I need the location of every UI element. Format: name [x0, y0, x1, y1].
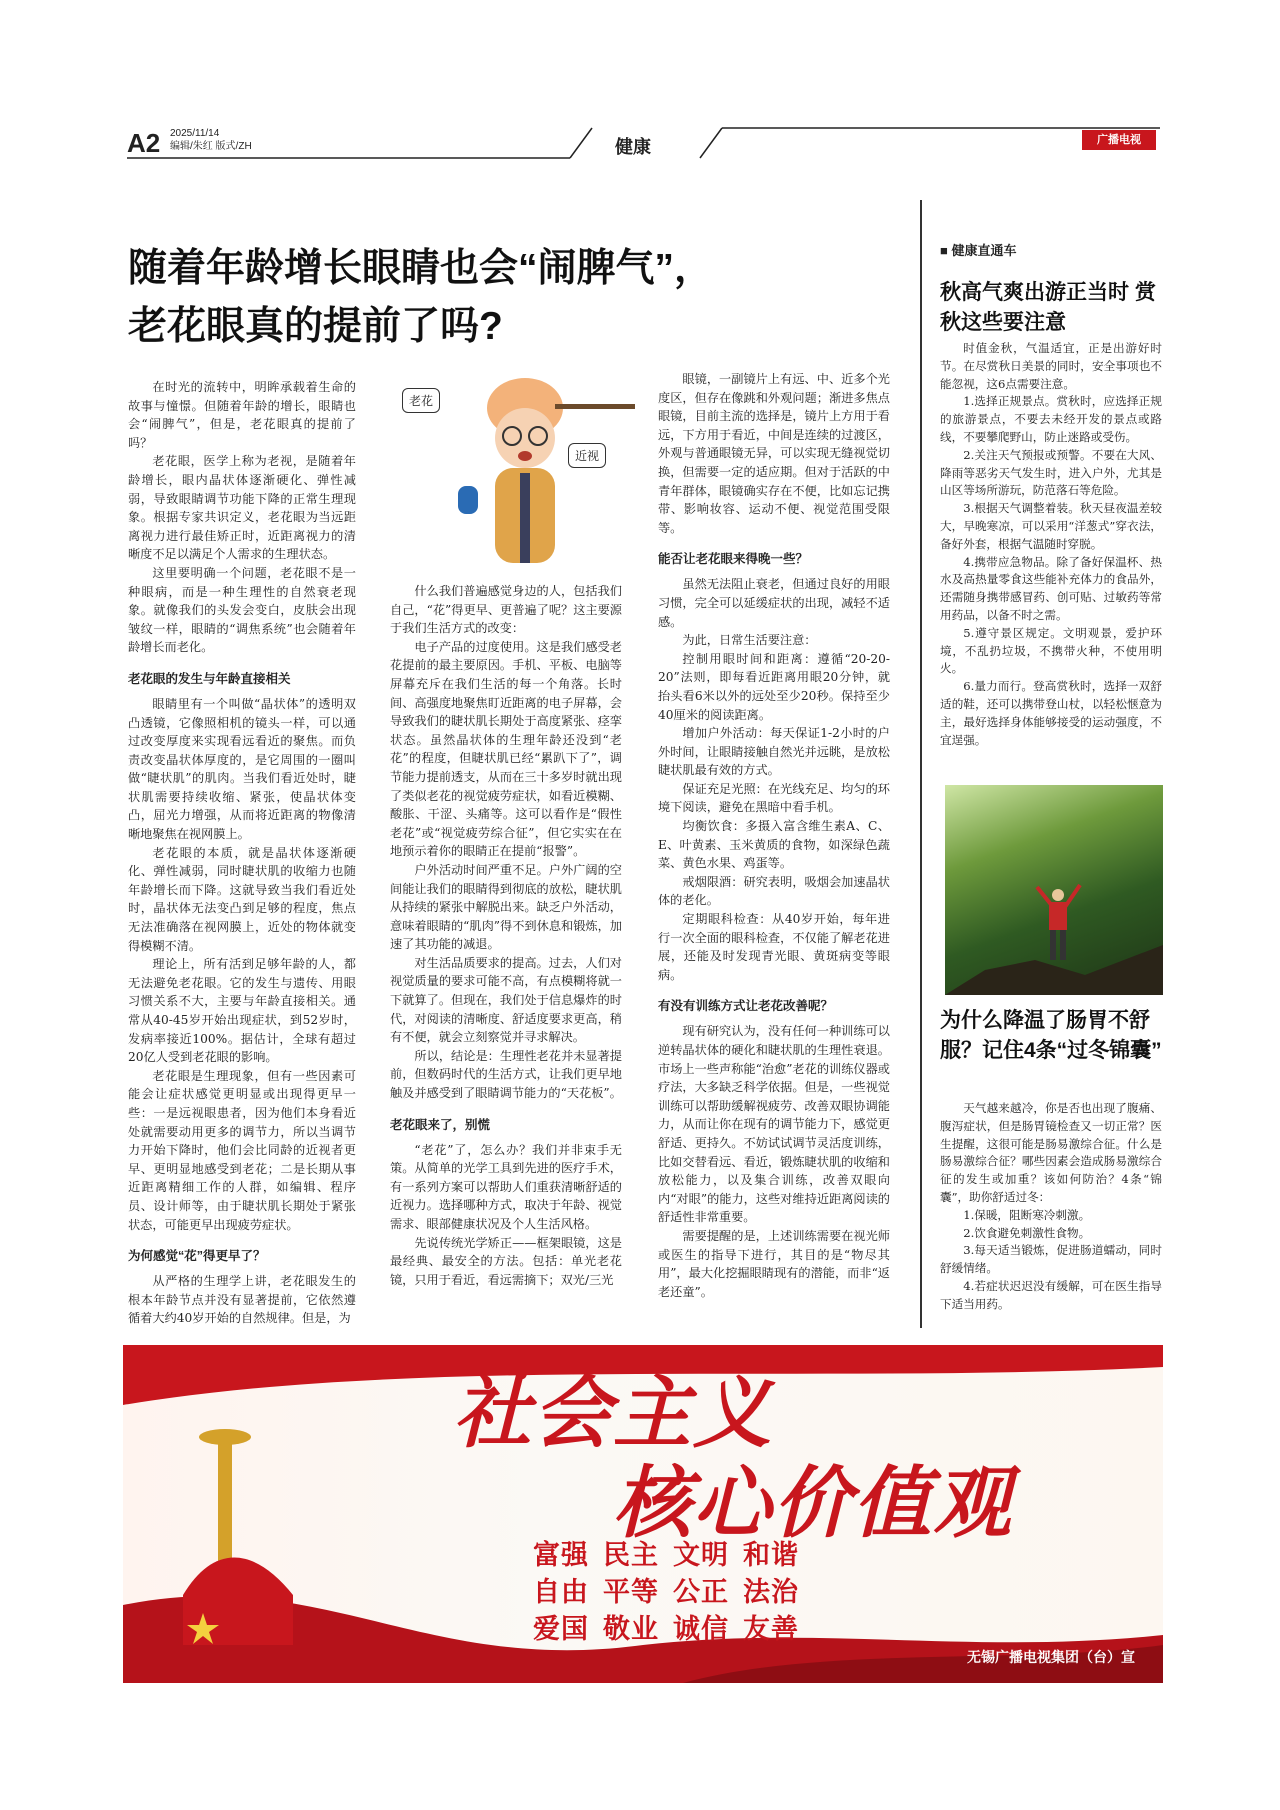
core-value: 友善 — [743, 1614, 799, 1645]
col1-intro — [128, 378, 356, 657]
paragraph: 2.关注天气预报或预警。不要在大风、降雨等恶劣天气发生时，进入户外，尤其是山区等场所游玩，防范落石等危险。 — [940, 447, 1162, 498]
title-line-2: 老花眼真的提前了吗? — [128, 305, 503, 348]
issue-date: 2025/11/14 — [170, 128, 220, 139]
paragraph: 时值金秋，气温适宜，正是出游好时节。在尽赏秋日美景的同时，安全事项也不能忽视，这6点需要注意。 — [940, 341, 1162, 391]
paragraph: 需要提醒的是，上述训练需要在视光师或医生的指导下进行，其目的是“物尽其用”，最大化挖掘眼睛现有的潜能，而非“返老还童”。 — [658, 1228, 890, 1299]
banner-credit: 无锡广播电视集团（台）宣 — [967, 1649, 1135, 1665]
banner-slogan-line-1: 社会主义 — [453, 1368, 774, 1459]
paragraph: 1.选择正规景点。赏秋时，应选择正规的旅游景点，不要去未经开发的景点或路线，不要攀爬野山，防止迷路或受伤。 — [940, 394, 1162, 444]
paragraph: 6.量力而行。登高赏秋时，选择一双舒适的鞋，还可以携带登山杖，以轻松惬意为主，最好选择身体能够接受的运动强度，不宜逞强。 — [940, 679, 1162, 747]
paragraph: 5.遵守景区规定。文明观景，爱护环境，不乱扔垃圾，不携带火种，不使用明火。 — [940, 625, 1162, 676]
subheading: 为何感觉“花”得更早了？ — [128, 1249, 266, 1264]
core-value: 和谐 — [743, 1540, 799, 1571]
paragraph: 控制用眼时间和距离：遵循“20-20-20”法则，即每看近距离用眼20分钟，就抬头看6米以外的远处至少20秒。保持至少40厘米的阅读距离。 — [658, 651, 890, 722]
core-value: 富强 — [533, 1540, 589, 1571]
paragraph: 老花眼是生理现象，但有一些因素可能会让症状感觉更明显或出现得更早一些：一是远视眼患者，因为他们本身看近处就需要动用更多的调节力，所以当调节力开始下降时，他们会比同龄的近视者更早、更明显地感受到老花；二是长期从事近距离精细工作的人群，如编辑、程序员、设计师等，由于睫状肌长期处于紧张状态，可能更早出现疲劳症状。 — [128, 1068, 356, 1232]
issue-meta — [170, 127, 252, 153]
sidebar-tag: ■ 健康直通车 — [940, 243, 1017, 258]
paragraph: 电子产品的过度使用。这是我们感受老花提前的最主要原因。手机、平板、电脑等屏幕充斥在我们生活的每一个角落。长时间、高强度地聚焦盯近距离的电子屏幕，会导致我们的睫状肌长期处于高度紧张、痉挛状态。虽然晶状体的生理年龄还没到“老花”的程度，但睫状肌已经“累趴下了”，调节能力提前透支，从而在三十多岁时就出现了类似老花的视觉疲劳症状，如看近模糊、酸胀、干涩、头痛等。这可以看作是“假性老花”或“视觉疲劳综合征”，但它实实在在地预示着你的眼睛正在提前“报警”。 — [390, 639, 622, 859]
subheading: 有没有训练方式让老花改善呢？ — [658, 999, 834, 1014]
paragraph: 先说传统光学矫正——框架眼镜，这是最经典、最安全的方法。包括：单光老花镜，只用于看近，看远需摘下；双光/三光 — [390, 1235, 622, 1287]
paragraph: 戒烟限酒：研究表明，吸烟会加速晶状体的老化。 — [658, 874, 890, 908]
banner-slogan-line-2: 核心价值观 — [613, 1458, 1014, 1549]
editor-credit: 编辑/朱红 版式/ZH — [170, 141, 252, 152]
core-value: 自由 — [533, 1577, 589, 1608]
paragraph: 户外活动时间严重不足。户外广阔的空间能让我们的眼睛得到彻底的放松，睫状肌从持续的紧张中解脱出来。缺乏户外活动，意味着眼睛的“肌肉”得不到休息和锻炼，加速了其功能的减退。 — [390, 862, 622, 952]
core-value: 敬业 — [603, 1614, 659, 1645]
paragraph: 4.若症状迟迟没有缓解，可在医生指导下适当用药。 — [940, 1278, 1162, 1311]
cartoon-illustration — [400, 368, 645, 568]
publication-logo: 广播电视 — [1082, 130, 1156, 150]
paragraph: 眼镜，一副镜片上有远、中、近多个光度区，但存在像跳和外观问题；渐进多焦点眼镜，目前主流的选择是，镜片上方用于看远，下方用于看近，中间是连续的过渡区，外观与普通眼镜无异，可以实现无缝视觉切换，但需要一定的适应期。但对于活跃的中青年群体，眼镜确实存在不便，比如忘记携带、影响妆容、运动不便、视觉范围受限等。 — [658, 372, 890, 535]
paragraph: 从严格的生理学上讲，老花眼发生的根本年龄节点并没有显著提前，它依然遵循着大约40岁开始的自然规律。但是，为 — [128, 1274, 356, 1326]
title-line-1: 随着年龄增长眼睛也会“闹脾气”， — [128, 247, 714, 290]
sidebar-headline-2: 为什么降温了肠胃不舒服？记住4条“过冬锦囊” — [940, 1009, 1162, 1062]
article-column-2 — [390, 582, 622, 1289]
sidebar-headline-1: 秋高气爽出游正当时 赏秋这些要注意 — [940, 281, 1156, 334]
paragraph: 2.饮食避免刺激性食物。 — [963, 1225, 1091, 1240]
subheading: 老花眼来了，别慌 — [390, 1117, 491, 1132]
paragraph: “老花”了，怎么办？我们并非束手无策。从简单的光学工具到先进的医疗手术，有一系列方案可以帮助人们重获清晰舒适的近视力。选择哪种方式，取决于年龄、视觉需求、眼部健康状况及个人生活风格。 — [390, 1142, 622, 1231]
core-value: 文明 — [673, 1540, 729, 1571]
paragraph: 为此，日常生活要注意： — [682, 633, 817, 648]
paragraph: 对生活品质要求的提高。过去，人们对视觉质量的要求可能不高，有点模糊将就一下就算了。但现在，我们处于信息爆炸的时代，对阅读的清晰度、舒适度要求更高，稍有不便，就会立刻察觉并寻求解决。 — [390, 955, 622, 1045]
paragraph: 所以，结论是：生理性老花并未显著提前，但数码时代的生活方式，让我们更早地触及并感受到了眼睛调节能力的“天花板”。 — [390, 1048, 622, 1101]
sidebar-story-2 — [940, 1100, 1162, 1314]
paragraph: 均衡饮食：多摄入富含维生素A、C、E、叶黄素、玉米黄质的食物，如深绿色蔬菜、黄色水果、鸡蛋等。 — [658, 819, 890, 871]
paragraph: 老花眼，医学上称为老视，是随着年龄增长，眼内晶状体逐渐硬化、弹性减弱，导致眼睛调节功能下降的正常生理现象。根据专家共识定义，老花眼为当远距离视力进行最佳矫正时，近距离视力的清晰度不足以满足个人需求的生理状态。 — [128, 454, 356, 562]
header-rule — [0, 0, 1280, 200]
subheading: 老花眼的发生与年龄直接相关 — [128, 671, 291, 686]
subheading: 能否让老花眼来得晚一些？ — [658, 552, 809, 567]
paragraph: 3.每天适当锻炼，促进肠道蠕动，同时舒缓情绪。 — [940, 1243, 1162, 1276]
paragraph: 老花眼的本质，就是晶状体逐渐硬化、弹性减弱，同时睫状肌的收缩力也随年龄增长而下降。这就导致当我们看近处时，晶状体无法变凸到足够的程度，焦点无法准确落在视网膜上，近处的物体就变得模糊不清。 — [128, 845, 356, 953]
article-column-1 — [128, 378, 356, 1328]
paragraph: 现有研究认为，没有任何一种训练可以逆转晶状体的硬化和睫状肌的生理性衰退。市场上一些声称能“治愈”老花的训练仪器或疗法，大多缺乏科学依据。但是，一些视觉训练可以帮助缓解视疲劳、改善双眼协调能力，从而让你在现有的调节能力下，感觉更舒适、更持久。不妨试试调节灵活度训练，比如交替看远、看近，锻炼睫状肌的收缩和放松能力，以及集合训练，改善双眼向内“对眼”的能力，这些对维持近距离阅读的舒适性非常重要。 — [658, 1024, 890, 1225]
paragraph: 眼睛里有一个叫做“晶状体”的透明双凸透镜，它像照相机的镜头一样，可以通过改变厚度来实现看远看近的聚焦。而负责改变晶状体厚度的，是它周围的一圈叫做“睫状肌”的肌肉。当我们看近处时，睫状肌需要持续收缩、紧张，使晶状体变凸，屈光力增强，从而将近距离的物像清晰地聚焦在视网膜上。 — [128, 696, 356, 842]
core-value: 公正 — [673, 1577, 729, 1608]
core-value: 平等 — [603, 1577, 659, 1608]
paragraph: 增加户外活动：每天保证1-2小时的户外时间，让眼睛接触自然光并远眺，是放松睫状肌最有效的方式。 — [658, 726, 890, 778]
paragraph: 4.携带应急物品。除了备好保温杯、热水及高热量零食这些能补充体力的食品外，还需随身携带感冒药、创可贴、过敏药等常用药品，以备不时之需。 — [940, 554, 1162, 622]
paragraph: 理论上，所有活到足够年龄的人，都无法避免老花眼。它的发生与遗传、用眼习惯关系不大，主要与年龄直接相关。通常从40-45岁开始出现症状，到52岁时，发病率接近100%。据估计，全球有超过20亿人受到老花眼的影响。 — [128, 957, 356, 1065]
article-column-3 — [658, 370, 890, 1301]
section-name: 健康 — [615, 137, 651, 157]
paragraph: 虽然无法阻止衰老，但通过良好的用眼习惯，完全可以延缓症状的出现，减轻不适感。 — [658, 577, 890, 629]
paragraph: 1.保暖，阻断寒冷刺激。 — [963, 1207, 1091, 1222]
sidebar-tag-label: 健康直通车 — [951, 243, 1017, 258]
sidebar-divider — [920, 200, 922, 1328]
core-value: 爱国 — [533, 1614, 589, 1645]
speech-bubble-left: 老花 — [402, 388, 440, 413]
core-value: 民主 — [603, 1540, 659, 1571]
hiker-photo — [945, 785, 1163, 995]
paragraph: 保证充足光照：在光线充足、均匀的环境下阅读，避免在黑暗中看手机。 — [658, 781, 890, 815]
paragraph: 这里要明确一个问题，老花眼不是一种眼病，而是一种生理性的自然衰老现象。就像我们的头发会变白，皮肤会出现皱纹一样，眼睛的“调焦系统”也会随着年龄增长而老化。 — [128, 565, 356, 655]
page-number: A2 — [127, 128, 161, 158]
core-value: 诚信 — [673, 1614, 729, 1645]
paragraph: 3.根据天气调整着装。秋天昼夜温差较大，早晚寒凉，可以采用“洋葱式”穿衣法，备好外套，根据气温随时穿脱。 — [940, 501, 1162, 551]
article-title — [128, 240, 808, 356]
speech-bubble-right: 近视 — [568, 443, 606, 468]
paragraph: 定期眼科检查：从40岁开始，每年进行一次全面的眼科检查，不仅能了解老花进展，还能及时发现青光眼、黄斑病变等眼病。 — [658, 912, 890, 982]
sidebar-story-1 — [940, 340, 1162, 749]
paragraph: 在时光的流转中，明眸承载着生命的故事与憧憬。但随着年龄的增长，眼睛也会“闹脾气”，但是，老花眼真的提前了吗？ — [128, 380, 356, 450]
core-value: 法治 — [743, 1577, 799, 1608]
paragraph: 天气越来越冷，你是否也出现了腹痛、腹泻症状，但是肠胃镜检查又一切正常？医生提醒，这很可能是肠易激综合征。什么是肠易激综合征？哪些因素会造成肠易激综合征的发生或加重？该如何防治？4条“锦囊”，助你舒适过冬： — [940, 1101, 1162, 1204]
core-values-banner — [123, 1345, 1163, 1683]
paragraph: 什么我们普遍感觉身边的人，包括我们自己，“花”得更早、更普遍了呢？这主要源于我们生活方式的改变： — [390, 584, 622, 636]
hiker-icon — [945, 785, 1163, 995]
